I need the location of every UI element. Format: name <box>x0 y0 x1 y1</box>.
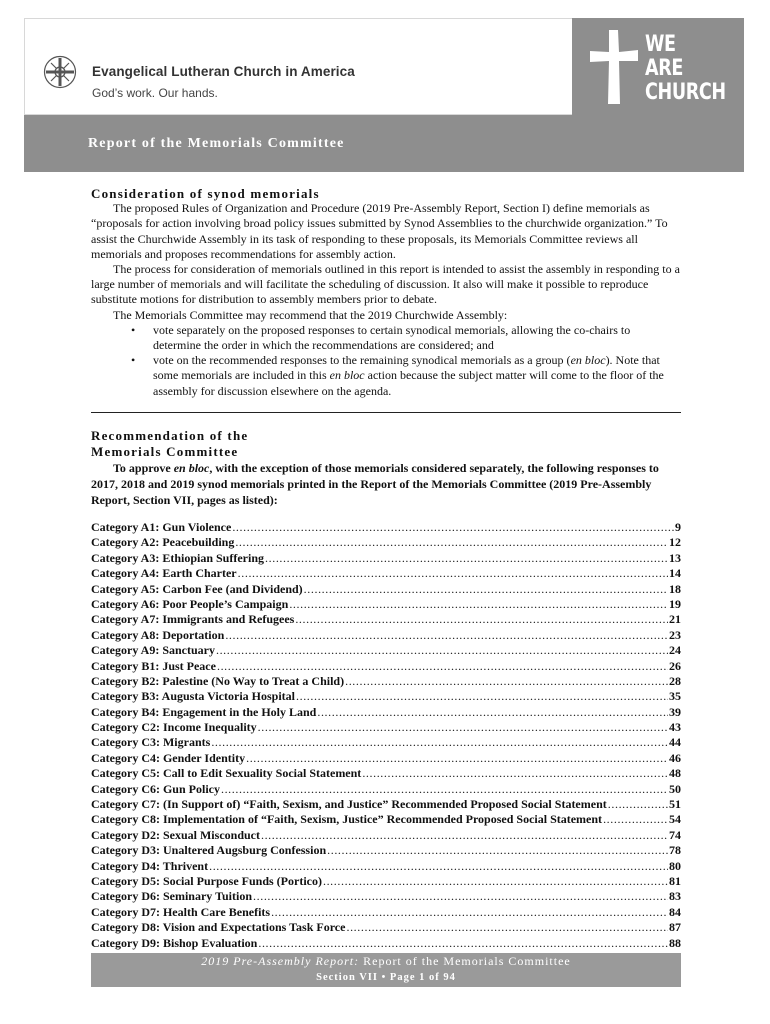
toc-page-number: 50 <box>669 781 681 796</box>
toc-leader-dots <box>345 674 668 689</box>
toc-row <box>91 859 681 874</box>
bullet-marker: • <box>131 353 136 368</box>
toc-category-label: Category A6: Poor People’s Campaign <box>91 596 289 611</box>
toc-leader-dots <box>235 535 668 550</box>
toc-category-label: Category C8: Implementation of “Faith, Sexism, Justice” Recommended Proposed Social Statement <box>91 812 603 827</box>
toc-category-label: Category B2: Palestine (No Way to Treat a Child) <box>91 673 345 688</box>
toc-page-number: 80 <box>669 858 681 873</box>
toc-page-number: 23 <box>669 627 681 642</box>
motion-text-b: , with the exception of those memorials considered separately, the following responses to 2017, 2018 and 2019 synod memorials printed in the Report of the Memorials Committee (2019 Pre-Assembly Report, Section VII, pages as listed): <box>91 461 659 507</box>
toc-category-label: Category C2: Income Inequality <box>91 720 257 735</box>
elca-logo-icon <box>43 55 77 89</box>
option-2-text-c: action because the subject matter will come to the floor of the assembly for discussion elsewhere on the agenda. <box>153 368 664 398</box>
cross-icon <box>588 28 640 106</box>
en-bloc-term: en bloc <box>173 461 210 475</box>
toc-category-label: Category D4: Thrivent <box>91 858 209 873</box>
toc-category-label: Category A7: Immigrants and Refugees <box>91 612 295 627</box>
recommendation-heading-line-1: Recommendation of the <box>91 428 249 443</box>
toc-row <box>91 659 681 674</box>
toc-page-number: 9 <box>675 520 681 534</box>
we-are-church-wordmark <box>645 33 733 105</box>
toc-page-number: 13 <box>669 550 681 565</box>
toc-page-number: 28 <box>669 673 681 688</box>
toc-leader-dots <box>317 705 668 720</box>
toc-page-number: 19 <box>669 596 681 611</box>
toc-leader-dots <box>225 628 668 643</box>
toc-page-number: 48 <box>669 766 681 781</box>
bullet-marker: • <box>131 322 136 337</box>
consideration-paragraph-2: The process for consideration of memorials outlined in this report is intended to assist the assembly in responding to a large number of memorials and will facilitate the scheduling of discussion. It also will make it possible to reproduce substitute motions for distribution to assembly members prior to debate. <box>91 262 680 307</box>
toc-category-label: Category A1: Gun Violence <box>91 520 232 534</box>
toc-leader-dots <box>261 828 668 843</box>
toc-row <box>91 812 681 827</box>
toc-row <box>91 920 681 935</box>
toc-row <box>91 782 681 797</box>
toc-leader-dots <box>289 597 668 612</box>
toc-page-number: 44 <box>669 735 681 750</box>
toc-leader-dots <box>271 905 668 920</box>
toc-row <box>91 582 681 597</box>
recommendation-motion <box>91 460 681 508</box>
footer-page-number: Section VII • Page 1 of 94 <box>316 972 456 983</box>
org-name: Evangelical Lutheran Church in America <box>92 64 355 79</box>
toc-page-number: 46 <box>669 750 681 765</box>
consideration-section <box>91 186 681 399</box>
option-2-text-b: ). Note that some memorials are included in this <box>153 353 660 383</box>
toc-leader-dots <box>253 889 668 904</box>
toc-page-number: 14 <box>669 566 681 581</box>
option-2-text-a: vote on the recommended responses to the remaining synodical memorials as a group ( <box>153 353 571 368</box>
section-divider <box>91 412 681 413</box>
toc-category-label: Category C4: Gender Identity <box>91 750 246 765</box>
toc-leader-dots <box>209 859 668 874</box>
toc-row <box>91 520 681 535</box>
toc-leader-dots <box>216 643 668 658</box>
toc-page-number: 83 <box>669 889 681 904</box>
toc-leader-dots <box>258 720 668 735</box>
toc-page-number: 21 <box>669 612 681 627</box>
toc-leader-dots <box>221 782 668 797</box>
toc-category-label: Category A2: Peacebuilding <box>91 535 235 550</box>
toc-page-number: 51 <box>669 797 681 812</box>
toc-page-number: 24 <box>669 643 681 658</box>
toc-page-number: 84 <box>669 904 681 919</box>
org-tagline: God’s work. Our hands. <box>92 86 218 100</box>
toc-leader-dots <box>362 766 668 781</box>
toc-leader-dots <box>246 751 668 766</box>
toc-leader-dots <box>211 735 668 750</box>
toc-category-label: Category D6: Seminary Tuition <box>91 889 253 904</box>
option-1-text: vote separately on the proposed responses to certain synodical memorials, allowing the co-chairs to determine the order in which the recommendations are considered; and <box>153 322 631 353</box>
toc-category-label: Category D7: Health Care Benefits <box>91 904 271 919</box>
toc-row <box>91 936 681 951</box>
report-title: Report of the Memorials Committee <box>88 136 345 151</box>
toc-category-label: Category C6: Gun Policy <box>91 781 220 796</box>
category-list <box>91 520 681 951</box>
toc-row <box>91 828 681 843</box>
toc-row <box>91 597 681 612</box>
toc-category-label: Category C5: Call to Edit Sexuality Social Statement <box>91 766 362 781</box>
toc-page-number: 35 <box>669 689 681 704</box>
toc-leader-dots <box>265 551 668 566</box>
toc-category-label: Category D2: Sexual Misconduct <box>91 827 260 842</box>
toc-category-label: Category C3: Migrants <box>91 735 211 750</box>
toc-row <box>91 735 681 750</box>
toc-row <box>91 797 681 812</box>
footer-report-title: Report of the Memorials Committee <box>359 954 571 968</box>
consideration-paragraph-3: The Memorials Committee may recommend that the 2019 Churchwide Assembly: <box>113 307 508 322</box>
toc-page-number: 88 <box>669 935 681 950</box>
en-bloc-term: en bloc <box>570 353 606 368</box>
toc-category-label: Category A8: Deportation <box>91 627 225 642</box>
en-bloc-term: en bloc <box>329 368 365 383</box>
toc-row <box>91 766 681 781</box>
options-list <box>91 323 681 399</box>
recommendation-section <box>91 428 681 508</box>
toc-row <box>91 889 681 904</box>
toc-row <box>91 643 681 658</box>
toc-category-label: Category D3: Unaltered Augsburg Confession <box>91 843 327 858</box>
toc-leader-dots <box>608 797 668 812</box>
toc-leader-dots <box>603 812 668 827</box>
toc-leader-dots <box>258 936 668 951</box>
toc-row <box>91 689 681 704</box>
toc-category-label: Category A9: Sanctuary <box>91 643 215 658</box>
toc-page-number: 74 <box>669 827 681 842</box>
toc-row <box>91 905 681 920</box>
list-item <box>91 353 681 399</box>
toc-page-number: 39 <box>669 704 681 719</box>
toc-category-label: Category A5: Carbon Fee (and Dividend) <box>91 581 303 596</box>
toc-row <box>91 874 681 889</box>
toc-row <box>91 628 681 643</box>
wordmark-line-2: ARE <box>645 56 683 81</box>
toc-leader-dots <box>327 843 668 858</box>
toc-row <box>91 535 681 550</box>
toc-page-number: 54 <box>669 812 681 827</box>
toc-category-label: Category C7: (In Support of) “Faith, Sexism, and Justice” Recommended Proposed Social Statement <box>91 797 607 812</box>
footer-report-name: 2019 Pre-Assembly Report: <box>201 954 360 968</box>
toc-leader-dots <box>296 689 668 704</box>
toc-category-label: Category A4: Earth Charter <box>91 566 237 581</box>
wordmark-line-1: WE <box>645 32 676 57</box>
toc-row <box>91 843 681 858</box>
toc-leader-dots <box>346 920 668 935</box>
consideration-heading: Consideration of synod memorials <box>91 186 320 201</box>
toc-page-number: 87 <box>669 920 681 935</box>
toc-leader-dots <box>304 582 668 597</box>
toc-row <box>91 705 681 720</box>
consideration-paragraph-1: The proposed Rules of Organization and Procedure (2019 Pre-Assembly Report, Section I) define memorials as “proposals for action involving broad policy issues submitted by Synod Assemblies to the churchwide organization.” To assist the Churchwide Assembly in its task of responding to these proposals, its Memorials Committee reviews all memorials and proposes recommendations for assembly action. <box>91 201 668 261</box>
toc-page-number: 12 <box>669 535 681 550</box>
toc-page-number: 18 <box>669 581 681 596</box>
motion-text-a: To approve <box>113 461 174 475</box>
toc-row <box>91 612 681 627</box>
toc-leader-dots <box>217 659 668 674</box>
toc-leader-dots <box>295 612 668 627</box>
toc-category-label: Category B3: Augusta Victoria Hospital <box>91 689 295 704</box>
toc-category-label: Category D5: Social Purpose Funds (Portico) <box>91 873 322 888</box>
toc-row <box>91 566 681 581</box>
toc-row <box>91 720 681 735</box>
toc-page-number: 81 <box>669 873 681 888</box>
toc-category-label: Category A3: Ethiopian Suffering <box>91 550 265 565</box>
toc-leader-dots <box>323 874 668 889</box>
wordmark-line-3: CHURCH <box>645 80 726 105</box>
recommendation-heading-line-2: Memorials Committee <box>91 444 239 459</box>
toc-page-number: 43 <box>669 720 681 735</box>
toc-row <box>91 751 681 766</box>
footer-report-line <box>91 953 681 970</box>
toc-page-number: 78 <box>669 843 681 858</box>
toc-category-label: Category D9: Bishop Evaluation <box>91 935 258 950</box>
toc-category-label: Category B4: Engagement in the Holy Land <box>91 704 317 719</box>
toc-row <box>91 551 681 566</box>
toc-leader-dots <box>238 566 668 581</box>
toc-category-label: Category D8: Vision and Expectations Task Force <box>91 920 346 935</box>
toc-page-number: 26 <box>669 658 681 673</box>
list-item <box>91 323 681 353</box>
toc-category-label: Category B1: Just Peace <box>91 658 216 673</box>
toc-leader-dots <box>232 520 674 535</box>
toc-row <box>91 674 681 689</box>
